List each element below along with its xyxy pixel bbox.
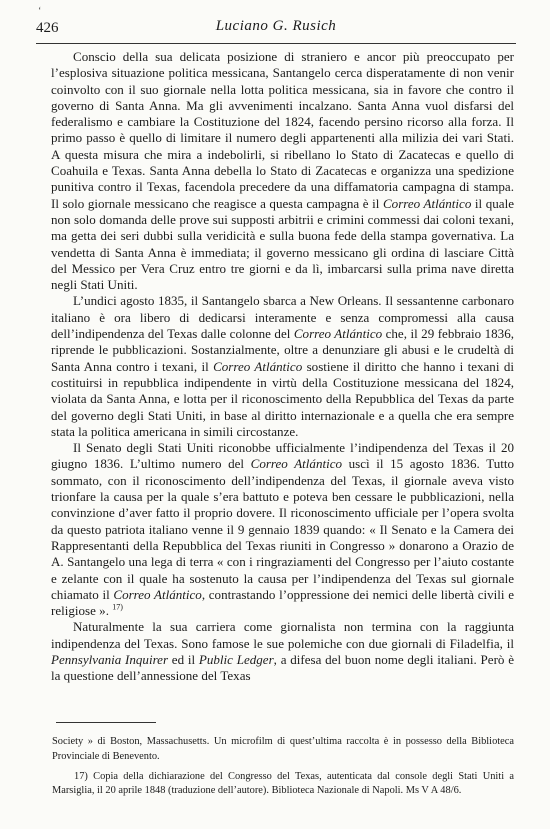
running-head: Luciano G. Rusich	[215, 18, 337, 34]
text-run: uscì il 15 agosto 1836. Tutto sommato, con il riconoscimento dell’indipendenza del Texas, il giornale aveva visto trionfare la causa per la quale s’era battuto e poteva ben cessare le pubblicazioni, nella convinzione d’aver fatto il proprio dovere. Il riconoscimento ufficiale per l’opera svolta da questo patriota italiano venne il 9 gennaio 1839 quando: « Il Senato e la Camera dei Rappresentanti della Repubblica del Texas riuniti in Congresso » donarono a Orazio de A. Santangelo una lega di terra « con i ringraziamenti del Congresso per l’aiuto costante e zelante con il quale ha sostenuto la causa per l’indipendenza del Texas sul giornale chiamato il	[51, 456, 514, 602]
paragraph-2	[51, 293, 514, 440]
text-run: Naturalmente la sua carriera come giornalista non termina con la raggiunta indipendenza del Texas. Sono famose le sue polemiche con due giornali di Filadelfia, il	[51, 619, 514, 651]
italic-title: Correo Atlántico	[113, 586, 202, 602]
text-run: , contrastando l’oppressione dei nemici delle libertà civili e religiose ».	[51, 586, 514, 619]
page-header	[36, 18, 516, 40]
footnote-rule	[56, 722, 156, 723]
text-run: che, il 29 febbraio 1836, riprende le pubblicazioni. Sostanzialmente, oltre a denunziare gli abusi e le crudeltà di Santa Anna contro i texani, il	[51, 326, 514, 374]
header-rule	[36, 43, 516, 44]
footnote-17: 17) Copia della dichiarazione del Congresso del Texas, autenticata dal console degli Stati Uniti a Marsiglia, il 20 aprile 1848 (traduzione dell’autore). Biblioteca Nazionale di Napoli. Ms V A 48/6.	[52, 770, 514, 797]
text-run: ed il	[168, 651, 199, 667]
corner-mark: ‘	[38, 6, 42, 17]
footnote-continued: Society » di Boston, Massachusetts. Un microfilm di quest’ultima raccolta è in possesso della Biblioteca Provinciale di Benevento.	[52, 736, 514, 762]
italic-title: Correo Atlántico	[250, 456, 343, 472]
italic-title: Correo Atlántico	[382, 195, 472, 211]
footnote-ref: 17)	[112, 602, 123, 612]
paragraph-4	[51, 619, 514, 684]
text-run: sostiene il diritto che hanno i texani di costituirsi in repubblica indipendente in virtù della Costituzione messicana del 1824, violata da Santa Anna, e lotta per il riconoscimento della Repubblica del Texas da parte del governo degli Stati Uniti, in base al diritto internazionale e a quella che era sempre stata la politica americana in simili circostanze.	[51, 358, 514, 439]
italic-title: Correo Atlántico	[213, 358, 303, 374]
italic-title: Public Ledger	[198, 651, 274, 667]
text-run: L’undici agosto 1835, il Santangelo sbarca a New Orleans. Il sessantenne carbonaro italiano è ora libero di dedicarsi interamente e senza compromessi alla causa dell’indipendenza del Texas dalle colonne del	[51, 293, 514, 342]
text-run: , a difesa del buon nome degli italiani. Però è la questione dell’annessione del Texas	[51, 651, 514, 684]
text-run: Conscio della sua delicata posizione di straniero e ancor più preoccupato per l’esplosiva situazione politica messicana, Santangelo cerca disperatamente di non venir coinvolto con il suo giornale nella lotta politica messicana, sia in favore che contro il governo di Santa Anna. Ma gli avvenimenti incalzano. Santa Anna vuol disfarsi del federalismo e cambiare la Costituzione del 1824, facendo persino ricorso alla forza. Il primo passo è quello di limitare il numero degli appartenenti alla milizia dei vari Stati. A questa misura che mira a indebolirli, si ribellano lo Stato di Zacatecas e quello di Coahuila e Texas. Santa Anna debella lo Stato di Zacatecas e organizza una spedizione punitiva contro il Texas, facendola precedere da una diffamatoria campagna di stampa. Il solo giornale messicano che reagisce a questa campagna è il	[51, 49, 514, 211]
italic-title: Correo Atlántico	[293, 326, 383, 342]
text-run: il quale non solo domanda delle prove sui supposti arbitrii e crimini commessi dai coloni texani, ma getta dei seri dubbi sulla veridicità e sulla buona fede della stampa governativa. La vendetta di Santa Anna è immediata; il governo messicano gli ordina di lasciare Città del Messico per Vera Cruz entro tre giorni e da lì, imbarcarsi sulla prima nave diretta negli Stati Uniti.	[51, 195, 514, 293]
page-number: 426	[36, 20, 59, 36]
body-text	[51, 49, 514, 685]
italic-title: Pennsylvania Inquirer	[51, 651, 169, 667]
text-run: Il Senato degli Stati Uniti riconobbe ufficialmente l’indipendenza del Texas il 20 giugno 1836. L’ultimo numero del	[51, 440, 514, 472]
footnotes	[52, 735, 514, 799]
paragraph-1	[51, 49, 514, 293]
paragraph-3	[51, 440, 514, 619]
